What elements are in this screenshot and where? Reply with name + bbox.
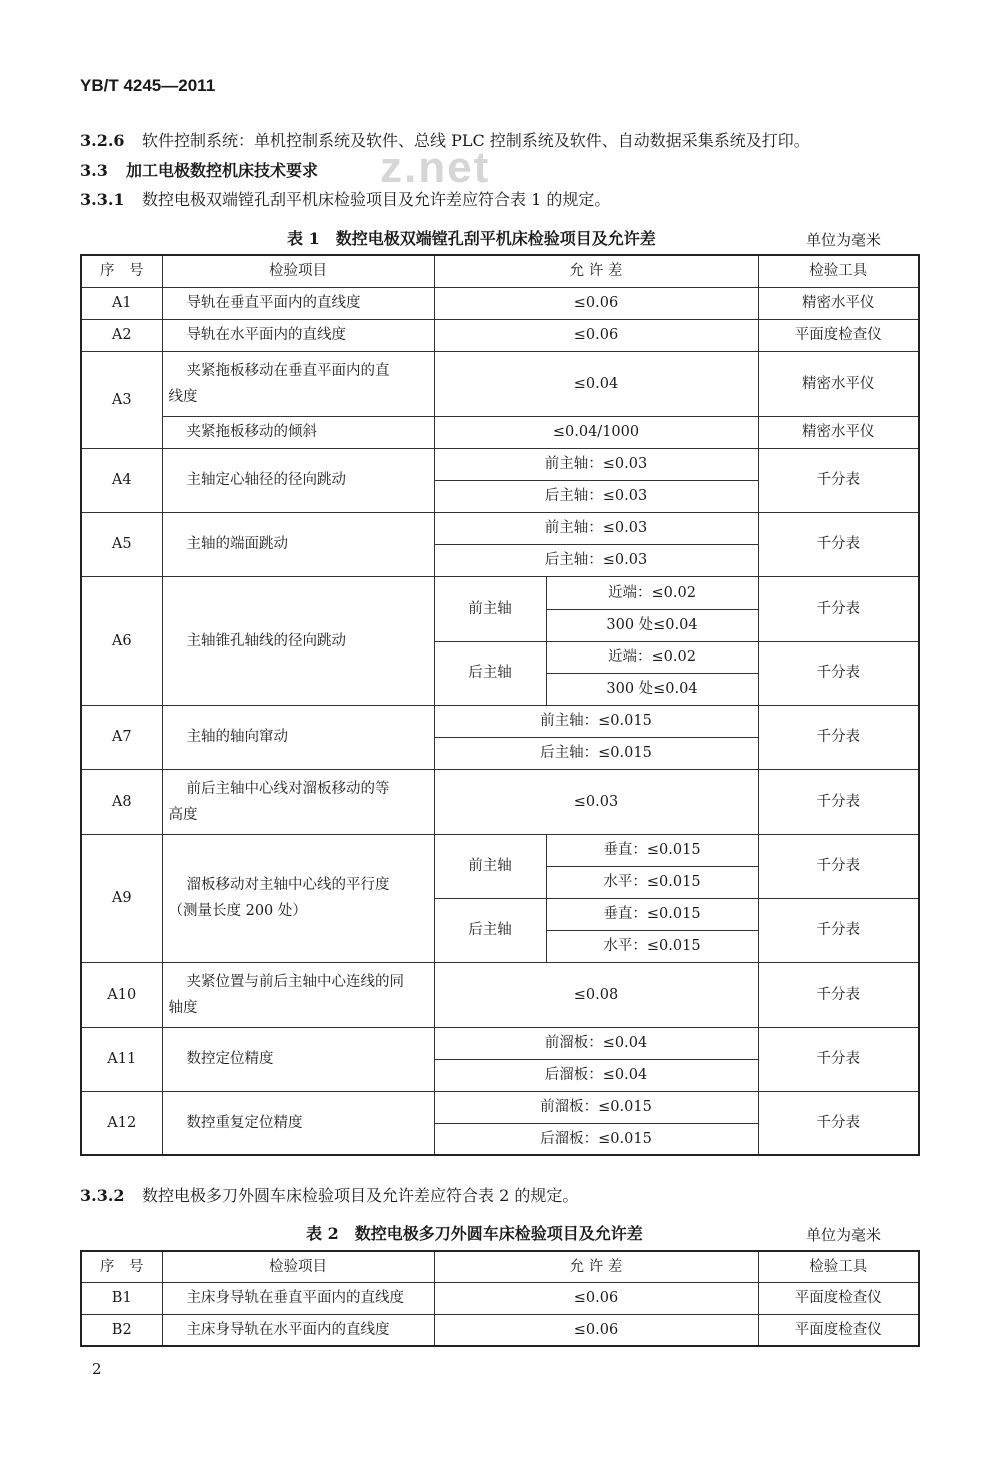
row-tolerance: ≤0.04/1000 <box>434 416 758 448</box>
row-item <box>162 834 434 962</box>
row-subgroup: 后主轴 <box>434 898 546 962</box>
row-tool: 千分表 <box>758 1027 919 1091</box>
item-line: 夹紧拖板移动在垂直平面内的直 <box>186 362 390 379</box>
row-item <box>162 351 434 416</box>
row-tolerance: 后溜板：≤0.04 <box>434 1059 758 1091</box>
row-tool: 精密水平仪 <box>758 416 919 448</box>
row-item: 夹紧拖板移动的倾斜 <box>162 416 434 448</box>
row-tool: 千分表 <box>758 898 919 962</box>
item-line: 前后主轴中心线对溜板移动的等 <box>186 780 390 797</box>
row-tolerance: 水平：≤0.015 <box>546 930 758 962</box>
row-tool: 千分表 <box>758 576 919 641</box>
table-row <box>81 448 919 480</box>
clause-text: 数控电极双端镗孔刮平机床检验项目及允许差应符合表 1 的规定。 <box>142 190 611 209</box>
header-item: 检验项目 <box>162 1251 434 1282</box>
row-tool: 平面度检查仪 <box>758 1314 919 1346</box>
row-tool: 精密水平仪 <box>758 351 919 416</box>
header-tool: 检验工具 <box>758 1251 919 1282</box>
table-row <box>81 287 919 319</box>
table-row <box>81 834 919 866</box>
row-tolerance: ≤0.06 <box>434 287 758 319</box>
header-tolerance: 允 许 差 <box>434 1251 758 1282</box>
row-item: 数控重复定位精度 <box>162 1091 434 1155</box>
row-tolerance: 近端：≤0.02 <box>546 576 758 609</box>
row-no: A7 <box>81 705 162 769</box>
row-tolerance: 垂直：≤0.015 <box>546 898 758 930</box>
table-row <box>81 769 919 834</box>
clause-text: 加工电极数控机床技术要求 <box>126 161 319 180</box>
row-no: A10 <box>81 962 162 1027</box>
row-item: 主床身导轨在水平面内的直线度 <box>162 1314 434 1346</box>
row-tolerance: 前主轴：≤0.015 <box>434 705 758 737</box>
clause-3-3-1 <box>80 187 610 210</box>
row-tolerance: ≤0.06 <box>434 319 758 351</box>
table-header-row <box>81 1251 919 1282</box>
row-tolerance: 后主轴：≤0.015 <box>434 737 758 769</box>
row-tool: 千分表 <box>758 834 919 898</box>
row-item: 主轴的端面跳动 <box>162 512 434 576</box>
row-tolerance: ≤0.06 <box>434 1282 758 1314</box>
row-tolerance: ≤0.08 <box>434 962 758 1027</box>
header-tool: 检验工具 <box>758 255 919 287</box>
row-item: 主轴的轴向窜动 <box>162 705 434 769</box>
row-tolerance: 后主轴：≤0.03 <box>434 544 758 576</box>
item-line: 轴度 <box>168 999 198 1016</box>
row-tolerance: 300 处≤0.04 <box>546 609 758 641</box>
row-tool: 平面度检查仪 <box>758 319 919 351</box>
table1-title: 表 1 数控电极双端镗孔刮平机床检验项目及允许差 <box>287 229 656 248</box>
row-item <box>162 962 434 1027</box>
header-tolerance: 允 许 差 <box>434 255 758 287</box>
table-row <box>81 576 919 609</box>
row-item: 主轴定心轴径的径向跳动 <box>162 448 434 512</box>
row-no: A4 <box>81 448 162 512</box>
row-tool: 千分表 <box>758 1091 919 1155</box>
clause-3-3-2 <box>80 1183 578 1206</box>
row-item: 主轴锥孔轴线的径向跳动 <box>162 576 434 705</box>
clause-number: 3.3.1 <box>80 190 125 209</box>
row-tool: 千分表 <box>758 705 919 769</box>
row-no: A6 <box>81 576 162 705</box>
row-tolerance: 前溜板：≤0.04 <box>434 1027 758 1059</box>
table-row <box>81 705 919 737</box>
row-no: A5 <box>81 512 162 576</box>
row-tolerance: 垂直：≤0.015 <box>546 834 758 866</box>
clause-number: 3.3 <box>80 161 108 180</box>
row-tool: 千分表 <box>758 512 919 576</box>
row-item: 主床身导轨在垂直平面内的直线度 <box>162 1282 434 1314</box>
row-no: A3 <box>81 351 162 448</box>
table2 <box>80 1250 920 1347</box>
item-line: （测量长度 200 处） <box>168 903 307 919</box>
table-header-row <box>81 255 919 287</box>
table-row <box>81 319 919 351</box>
item-line: 线度 <box>168 388 198 405</box>
row-tolerance: 后主轴：≤0.03 <box>434 480 758 512</box>
row-tool: 平面度检查仪 <box>758 1282 919 1314</box>
table2-unit: 单位为毫米 <box>806 1226 882 1244</box>
row-tool: 千分表 <box>758 962 919 1027</box>
row-item: 导轨在水平面内的直线度 <box>162 319 434 351</box>
row-tool: 千分表 <box>758 769 919 834</box>
table2-title: 表 2 数控电极多刀外圆车床检验项目及允许差 <box>306 1224 643 1243</box>
table-row <box>81 1091 919 1123</box>
row-tolerance: ≤0.04 <box>434 351 758 416</box>
row-tool: 精密水平仪 <box>758 287 919 319</box>
table1 <box>80 254 920 1156</box>
table-row <box>81 351 919 416</box>
row-tool: 千分表 <box>758 448 919 512</box>
header-no: 序 号 <box>81 255 162 287</box>
row-subgroup: 前主轴 <box>434 576 546 641</box>
row-no: A1 <box>81 287 162 319</box>
table1-unit: 单位为毫米 <box>806 231 882 249</box>
table-row <box>81 962 919 1027</box>
row-tolerance: ≤0.06 <box>434 1314 758 1346</box>
clause-3-2-6 <box>80 128 810 151</box>
row-no: A11 <box>81 1027 162 1091</box>
row-no: B2 <box>81 1314 162 1346</box>
table-row <box>81 1027 919 1059</box>
clause-number: 3.3.2 <box>80 1186 125 1205</box>
table-row <box>81 416 919 448</box>
row-tolerance: 水平：≤0.015 <box>546 866 758 898</box>
clause-text: 数控电极多刀外圆车床检验项目及允许差应符合表 2 的规定。 <box>142 1186 579 1205</box>
row-item <box>162 769 434 834</box>
row-tolerance: 近端：≤0.02 <box>546 641 758 673</box>
row-subgroup: 后主轴 <box>434 641 546 705</box>
row-subgroup: 前主轴 <box>434 834 546 898</box>
row-tolerance: 前主轴：≤0.03 <box>434 512 758 544</box>
row-no: B1 <box>81 1282 162 1314</box>
row-tool: 千分表 <box>758 641 919 705</box>
item-line: 夹紧位置与前后主轴中心连线的同 <box>186 973 404 990</box>
row-no: A12 <box>81 1091 162 1155</box>
watermark: z.net <box>380 143 491 192</box>
row-item: 导轨在垂直平面内的直线度 <box>162 287 434 319</box>
table-row <box>81 512 919 544</box>
table-row <box>81 1282 919 1314</box>
clause-number: 3.2.6 <box>80 131 125 150</box>
row-no: A9 <box>81 834 162 962</box>
row-no: A8 <box>81 769 162 834</box>
row-tolerance: 300 处≤0.04 <box>546 673 758 705</box>
table-row <box>81 1314 919 1346</box>
clause-3-3 <box>80 158 318 181</box>
row-tolerance: 前主轴：≤0.03 <box>434 448 758 480</box>
row-item: 数控定位精度 <box>162 1027 434 1091</box>
clause-text: 软件控制系统：单机控制系统及软件、总线 PLC 控制系统及软件、自动数据采集系统及打印。 <box>142 131 810 150</box>
row-tolerance: ≤0.03 <box>434 769 758 834</box>
item-line: 溜板移动对主轴中心线的平行度 <box>186 877 390 893</box>
row-tolerance: 后溜板：≤0.015 <box>434 1123 758 1155</box>
item-line: 高度 <box>168 806 198 823</box>
row-tolerance: 前溜板：≤0.015 <box>434 1091 758 1123</box>
document-code: YB/T 4245—2011 <box>80 76 216 95</box>
page-number: 2 <box>92 1360 102 1378</box>
header-item: 检验项目 <box>162 255 434 287</box>
header-no: 序 号 <box>81 1251 162 1282</box>
row-no: A2 <box>81 319 162 351</box>
